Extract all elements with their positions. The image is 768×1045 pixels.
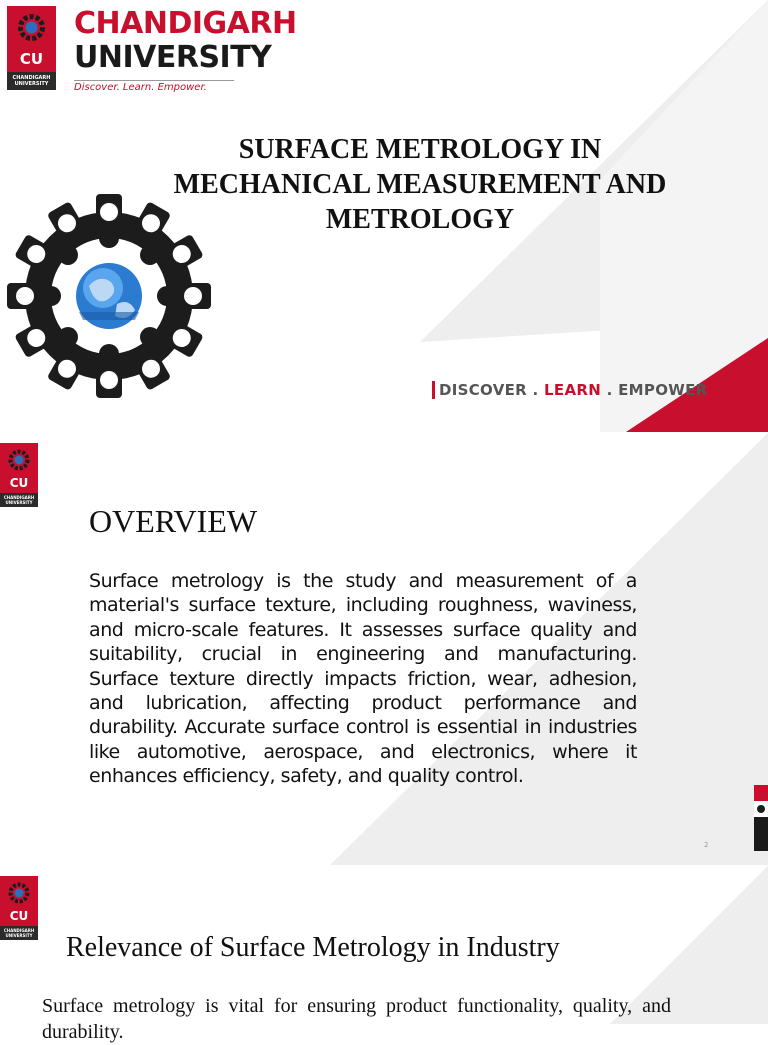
page-number: 2 (704, 841, 709, 849)
brand-tagline: Discover. Learn. Empower. (74, 80, 234, 93)
motto (432, 381, 708, 399)
slide-overview (0, 433, 768, 865)
slide-title (0, 0, 768, 432)
logo-cu-text: CU (19, 50, 44, 68)
relevance-paragraph: Surface metrology is vital for ensuring product functionality, quality, and durability. (42, 995, 671, 1043)
brand-name-line2: UNIVERSITY (74, 40, 272, 75)
slide-relevance (0, 866, 768, 1043)
logo-cu-text: CU (9, 476, 29, 490)
logo-cu-text: CU (9, 909, 29, 923)
cu-logo-badge (7, 6, 56, 90)
edge-dark-block (754, 817, 768, 851)
edge-red-block (754, 785, 768, 801)
motto-dot-2: . (601, 381, 619, 399)
logo-sub-text: CHANDIGARH UNIVERSITY (0, 926, 38, 940)
gear-logo-icon (16, 12, 47, 43)
cu-logo-badge (0, 876, 38, 940)
brand-name-line1: CHANDIGARH (74, 6, 297, 41)
logo-sub-text: CHANDIGARH UNIVERSITY (7, 72, 56, 90)
section-heading: Relevance of Surface Metrology in Industry (66, 932, 560, 963)
motto-dot-1: . (527, 381, 545, 399)
motto-empower: EMPOWER (618, 381, 708, 399)
slide-title-text: SURFACE METROLOGY IN MECHANICAL MEASUREMENT AND METROLOGY (173, 134, 667, 235)
gear-logo-icon (7, 448, 31, 472)
motto-discover: DISCOVER (439, 381, 527, 399)
section-heading: OVERVIEW (89, 503, 258, 539)
gear-logo-icon (7, 881, 31, 905)
overview-paragraph: Surface metrology is the study and measurement of a material's surface texture, including roughness, waviness, and micro-scale features. It assesses surface quality and suitability, crucial in engineering and manufacturing. Surface texture directly impacts friction, wear, adhesion, and lubrication, affecting product performance and durability. Accurate surface control is essential in industries like automotive, aerospace, and electronics, where it enhances efficiency, safety, and quality control. (89, 570, 637, 788)
edge-gear-icon (757, 805, 765, 813)
cu-logo-badge (0, 443, 38, 507)
logo-sub-text: CHANDIGARH UNIVERSITY (0, 493, 38, 507)
motto-learn: LEARN (544, 381, 602, 399)
